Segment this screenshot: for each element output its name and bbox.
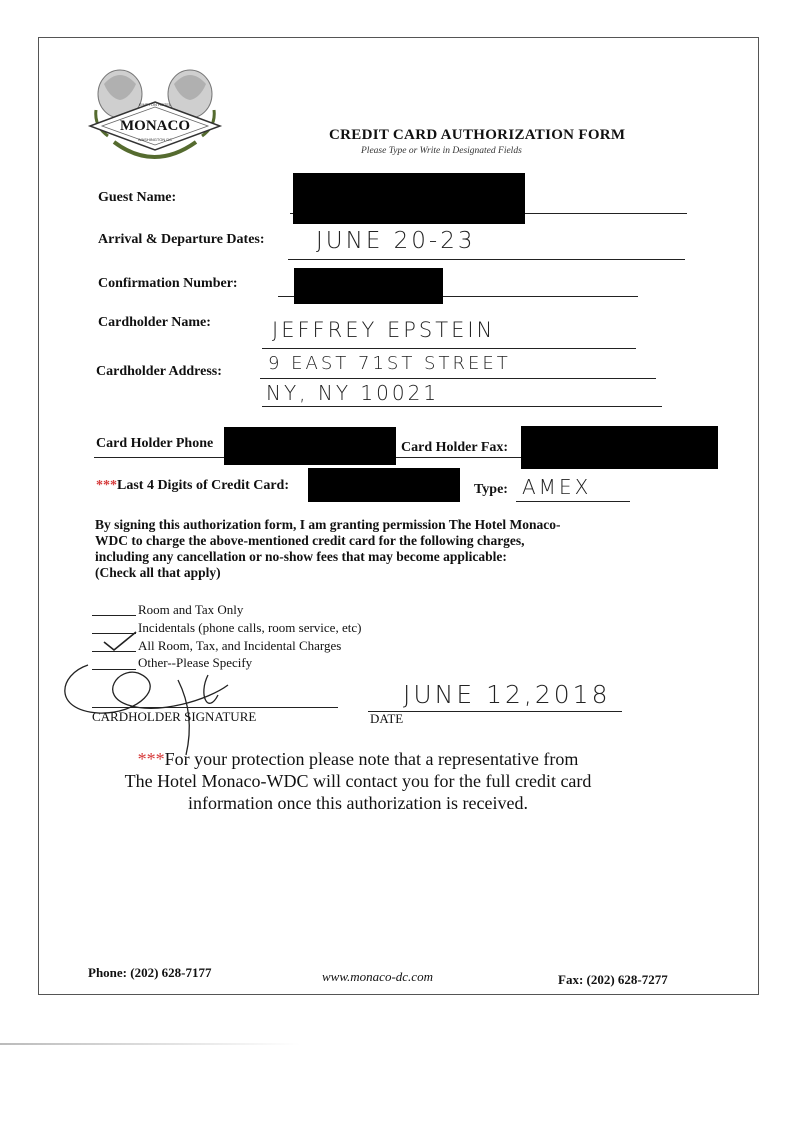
fax-redaction xyxy=(521,426,718,469)
notice-stars: *** xyxy=(137,749,165,769)
hotel-logo xyxy=(84,64,226,164)
notice-line-1 xyxy=(80,748,636,770)
last4-stars: *** xyxy=(96,478,117,493)
authorization-line-1: By signing this authorization form, I am granting permission The Hotel Monaco- xyxy=(95,517,561,532)
form-subtitle: Please Type or Write in Designated Fields xyxy=(361,146,522,156)
authorization-line-3: including any cancellation or no-show fees that may become applicable: xyxy=(95,549,507,564)
option-2-label: Incidentals (phone calls, room service, etc) xyxy=(138,620,362,635)
logo-emblem-icon xyxy=(84,64,226,164)
notice-line-2: The Hotel Monaco-WDC will contact you for the full credit card xyxy=(124,771,592,791)
guest-name-label: Guest Name: xyxy=(98,190,177,205)
logo-name: MONACO xyxy=(120,118,190,134)
footer-phone: Phone: (202) 628-7177 xyxy=(88,965,212,980)
type-label: Type: xyxy=(474,482,508,497)
option-3-label: All Room, Tax, and Incidental Charges xyxy=(138,638,342,653)
confirmation-redaction xyxy=(294,268,443,304)
notice-line-1-text: For your protection please note that a representative from xyxy=(164,749,579,769)
dates-value: JUNE 20-23 xyxy=(316,228,476,254)
guest-name-redaction xyxy=(293,173,525,224)
type-value: AMEX xyxy=(522,475,592,499)
option-1-blank[interactable] xyxy=(92,615,136,616)
footer-fax: Fax: (202) 628-7277 xyxy=(558,972,668,987)
phone-redaction xyxy=(224,427,396,465)
type-line xyxy=(516,501,630,502)
confirmation-label: Confirmation Number: xyxy=(98,276,238,291)
checkmark-icon xyxy=(102,630,138,652)
address-line2-rule xyxy=(262,406,662,407)
authorization-paragraph xyxy=(95,517,635,581)
date-label: DATE xyxy=(370,711,404,726)
cardholder-name-label: Cardholder Name: xyxy=(98,315,211,330)
date-line[interactable] xyxy=(368,711,622,712)
notice-line-3: information once this authorization is received. xyxy=(188,793,528,813)
phone-label: Card Holder Phone xyxy=(96,436,214,451)
cardholder-address-label: Cardholder Address: xyxy=(96,364,222,379)
authorization-line-2: WDC to charge the above-mentioned credit card for the following charges, xyxy=(95,533,525,548)
form-title: CREDIT CARD AUTHORIZATION FORM xyxy=(329,127,626,143)
last4-redaction xyxy=(308,468,460,502)
fax-label: Card Holder Fax: xyxy=(401,440,509,455)
scan-edge-shadow xyxy=(0,1043,300,1045)
protection-notice xyxy=(80,748,636,814)
last4-label-text: Last 4 Digits of Credit Card: xyxy=(117,478,290,493)
cardholder-name-value: JEFFREY EPSTEIN xyxy=(272,318,496,342)
address-line2-value: NY, NY 10021 xyxy=(266,381,440,405)
dates-label: Arrival & Departure Dates: xyxy=(98,232,265,247)
address-line1-value: 9 EAST 71ST STREET xyxy=(268,353,511,374)
dates-line xyxy=(288,259,685,260)
cardholder-name-line xyxy=(262,348,636,349)
last4-label xyxy=(96,478,289,494)
authorization-line-4: (Check all that apply) xyxy=(95,565,221,580)
logo-arc-bottom: WASHINGTON DC xyxy=(137,137,173,142)
date-value: JUNE 12,2018 xyxy=(403,680,611,709)
logo-arc-top: KIMPTON HOTEL xyxy=(138,102,172,107)
footer-website[interactable]: www.monaco-dc.com xyxy=(322,969,433,984)
address-line1-rule xyxy=(260,378,656,379)
signature-label: CARDHOLDER SIGNATURE xyxy=(92,709,257,724)
option-1-label: Room and Tax Only xyxy=(138,602,244,617)
signature-line[interactable] xyxy=(92,707,338,708)
option-4-label: Other--Please Specify xyxy=(138,655,253,670)
